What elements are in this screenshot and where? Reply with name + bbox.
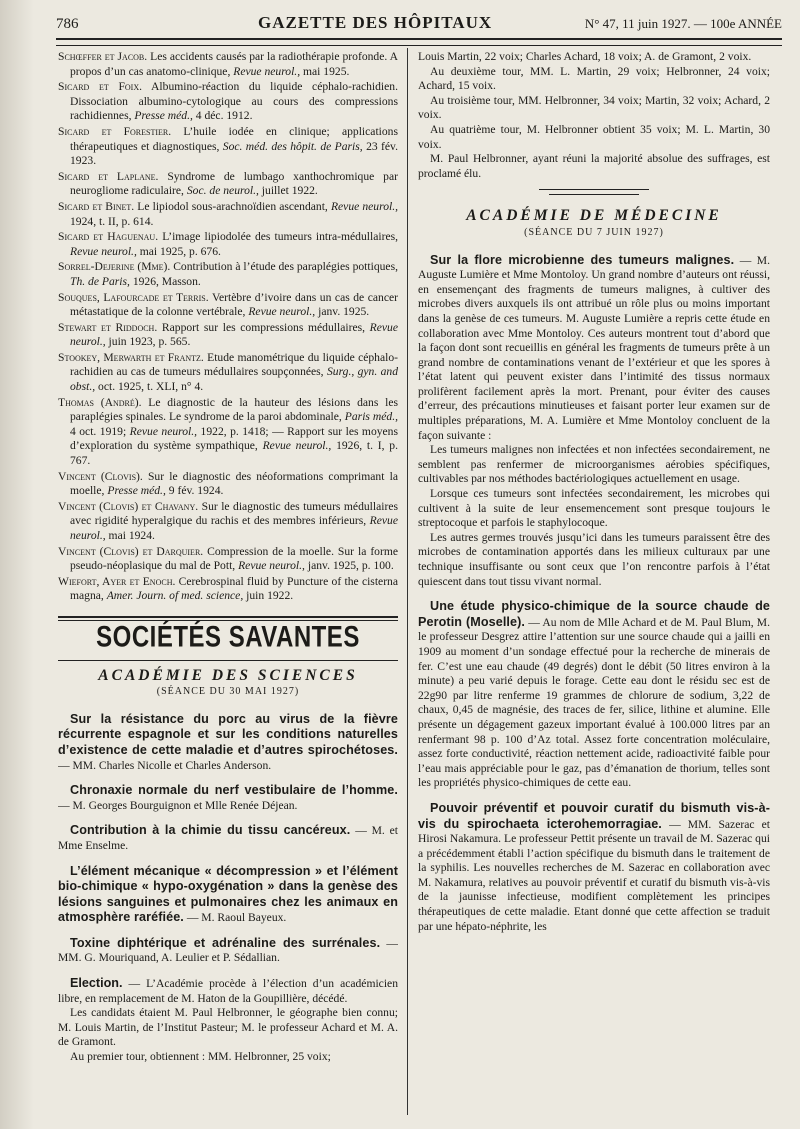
reference-authors: Vincent (Clovis). <box>58 469 143 483</box>
reference-source: Revue neurol., <box>238 559 305 573</box>
reference-source: Revue neurol., <box>248 305 316 319</box>
article-paragraph: Les autres germes trouvés jusqu’ici dans les tumeurs paraissent être des microbes de contamination apportés dans les milieux culturaux par une technique insuffisante ou sont ceux que l’on rencontre parfois à l’état quiescent dans tout tissu vivant normal. <box>418 530 770 588</box>
election-block <box>58 976 398 1065</box>
reference-source: Soc. méd. des hôpit. de Paris, <box>222 139 363 153</box>
reference-entry <box>58 125 398 169</box>
reference-details: janv. 1925. <box>318 305 370 319</box>
seance-date: (SÉANCE DU 30 MAI 1927) <box>156 686 300 698</box>
page-header <box>56 10 782 38</box>
election-text: — L’Académie procède à l’élection d’un académicien libre, en remplacement de M. Haton de la Goupillière, décédé. <box>58 977 398 1005</box>
reference-authors: Vincent (Clovis) et Darquier. <box>58 544 204 558</box>
header-rule <box>56 38 782 46</box>
article-paragraph: Les tumeurs malignes non infectées et non infectées secondairement, ne semblent pas renfermer de microorganismes aérobies spécifiques, cultivables par nos méthodes bactériologiques actuellement en usage. <box>418 443 770 486</box>
reference-title: Sur le diagnostic des tumeurs médullaires avec rigidité hyperalgique du rachis et des membres inférieurs, <box>70 499 398 528</box>
communication-title: Contribution à la chimie du tissu cancéreux. <box>70 823 351 838</box>
reference-title: Contribution à l’étude des paraplégies pottiques, <box>173 260 398 274</box>
section-heading: SOCIÉTÉS SAVANTES <box>96 620 360 655</box>
reference-source: Surg., gyn. and obst., <box>70 365 398 394</box>
communication-title: Sur la résistance du porc au virus de la fièvre récurrente espagnole et sur les conditions naturelles d’existence de cette maladie et d’autres spirochétoses. <box>58 711 398 757</box>
reference-details: 1924, t. II, p. 614. <box>70 214 154 228</box>
reference-source: Th. de Paris, <box>70 274 130 288</box>
page-number: 786 <box>56 16 79 32</box>
reference-authors: Stewart et Riddoch. <box>58 320 158 334</box>
reference-title: Les accidents causés par la radiothérapie profonde. A propos d’un cas anatomo-clinique, <box>70 50 398 78</box>
vote-paragraph: Louis Martin, 22 voix; Charles Achard, 18 voix; A. de Gramont, 2 voix. <box>418 50 752 63</box>
reference-details: juin 1922. <box>246 589 294 603</box>
reference-details: mai 1924. <box>108 529 155 542</box>
communication-authors: — M. Raoul Bayeux. <box>186 911 287 925</box>
reference-title: L’image lipiodolée des tumeurs intra-médullaires, <box>162 230 398 244</box>
reference-authors: Sicard et Forestier. <box>58 124 172 138</box>
article-paragraph: Lorsque ces tumeurs sont infectées secondairement, les microbes qui cultivent à la suite de leur ensemencement sont presque toujours le streptocoque et parfois le staphylocoque. <box>418 487 770 530</box>
article-heading: Pouvoir préventif et pouvoir curatif du bismuth vis-à-vis du spirochaeta icterohemorragiae. <box>418 800 770 831</box>
article-text: — MM. Sazerac et Hirosi Nakamura. Le professeur Pettit présente un travail de M. Sazerac qui a précédemment établi l’action spécifique du bismuth dans le traitement de la syphilis. Les nouvelles recherches de M. Sazerac en collaboration avec M. Nakamura, relatives au pouvoir préventif et curatif du bismuth vis-à-vis de la jaunisse infectieuse, modifient complètement les principes thérapeutiques de cette maladie. Etant donné que cette affection se traduit par une hépato-néphrite, les <box>418 817 770 933</box>
reference-authors: Stookey, Merwarth et Frantz. <box>58 350 204 364</box>
reference-entry <box>58 230 398 259</box>
communications-list <box>58 712 398 966</box>
article-heading: Sur la flore microbienne des tumeurs malignes. <box>430 252 735 267</box>
reference-authors: Sicard et Foix. <box>58 80 143 94</box>
section-rule-under <box>58 660 398 661</box>
communication-title: Chronaxie normale du nerf vestibulaire de l’homme. <box>70 783 398 798</box>
right-column <box>418 50 770 1115</box>
reference-source: Amer. Journ. of med. science, <box>106 589 244 603</box>
reference-authors: Wiefort, Ayer et Enoch. <box>58 574 176 588</box>
reference-title: Vertèbre d’ivoire dans un cas de cancer métastatique de la colonne vertébrale, <box>70 290 398 319</box>
left-column <box>58 50 398 1115</box>
journal-title: GAZETTE DES HÔPITAUX <box>258 13 493 32</box>
reference-authors: Souques, Lafourcade et Terris. <box>58 290 209 304</box>
vote-results <box>418 50 770 181</box>
reference-authors: Sicard et Binet. <box>58 199 135 213</box>
reference-authors: Sicard et Laplane. <box>58 169 159 183</box>
reference-title: Le diagnostic de la hauteur des lésions dans les paraplégies spinales. Le syndrome de la paroi abdominale, <box>70 395 398 424</box>
article-source-perotin <box>418 599 770 791</box>
reference-title: Cerebrospinal fluid by Puncture of the cisterna magna, <box>70 574 398 603</box>
vote-paragraph: M. Paul Helbronner, ayant réuni la majorité absolue des suffrages, est proclamé élu. <box>418 152 770 180</box>
vote-paragraph: Au deuxième tour, MM. L. Martin, 29 voix; Helbronner, 24 voix; Achard, 15 voix. <box>418 64 770 93</box>
reference-title: Compression de la moelle. Sur la forme pseudo-néoplasique du mal de Pott, <box>70 544 398 573</box>
section-rule <box>58 616 398 618</box>
article-bismuth <box>418 801 770 934</box>
reference-details: janv. 1925, p. 100. <box>307 559 394 573</box>
communication-title: L’élément mécanique « décompression » et l’élément bio-chimique « hypo-oxygénation » dans la genèse des lésions sanguines et pulmonaires chez les animaux en atmosphère raréfiée. <box>58 863 398 925</box>
reference-title: L’huile iodée en clinique; applications thérapeutiques et diagnostiques, <box>70 124 398 153</box>
communication-item <box>58 712 398 773</box>
academie-medecine-title: ACADÉMIE DE MÉDECINE <box>466 207 722 225</box>
reference-authors: Vincent (Clovis) et Chavany. <box>58 499 199 513</box>
reference-entry <box>58 500 398 544</box>
reference-entry <box>58 50 398 79</box>
communication-authors: — MM. Charles Nicolle et Charles Anderson. <box>58 758 272 772</box>
issue-info: N° 47, 11 juin 1927. — 100e ANNÉE <box>584 16 782 31</box>
reference-source: Revue neurol., <box>233 64 301 78</box>
reference-authors: Sorrel-Dejerine (Mme). <box>58 260 171 274</box>
academie-sciences-title: ACADÉMIE DES SCIENCES <box>98 666 358 684</box>
reference-entry <box>58 470 398 499</box>
reference-entry <box>58 80 398 124</box>
reference-entry <box>58 291 398 320</box>
reference-source: Revue neurol., <box>70 514 398 542</box>
communication-item <box>58 823 398 853</box>
communication-authors: — MM. G. Mouriquand, A. Leulier et P. Sédallian. <box>58 936 398 965</box>
reference-title: Le lipiodol sous-arachnoïdien ascendant, <box>137 199 328 213</box>
reference-entry <box>58 321 398 350</box>
short-rule-2 <box>549 194 639 195</box>
reference-details: juin 1923, p. 565. <box>108 335 191 349</box>
reference-entry <box>58 575 398 604</box>
reference-details: 1922, p. 1418; — Rapport sur les moyens d’exploration du système sympathique, <box>70 424 398 453</box>
election-candidates: Les candidats étaient M. Paul Helbronner, le géographe bien connu; M. Louis Martin, de l’Institut Pasteur; M. le professeur Achard et M. A. de Gramont. <box>58 1006 398 1049</box>
reference-details: mai 1925, p. 676. <box>139 244 221 258</box>
reference-details: 1926, Masson. <box>132 274 201 288</box>
reference-source: Presse méd., <box>134 109 193 123</box>
reference-source: Presse méd., <box>107 484 166 498</box>
reference-details: juillet 1922. <box>261 184 318 198</box>
reference-source: Revue neurol., <box>330 199 398 213</box>
reference-details: 4 déc. 1912. <box>195 109 253 123</box>
vote-paragraph: Au quatrième tour, M. Helbronner obtient 35 voix; M. L. Martin, 30 voix. <box>418 122 770 151</box>
article-text: — M. Auguste Lumière et Mme Montoloy. Un grand nombre d’auteurs ont réussi, en ensemençant des fragments de tumeurs malignes, à cultiver des microbes divers auxquels ils ont attribué un rôle plus ou moins important dans la genèse de ces tumeurs. M. Auguste Lumière a repris cette étude en collaboration avec Mme Montoloy. Ces auteurs montrent tout d’abord que la façon dont sont recueillis en général les fragments de tumeurs prête à un grand nombre de contaminations venant de l’extérieur et que les spores à l’état latent qui peuvent exister dans l’intimité des tissus normaux prolifèrent facilement après la mort. Prenant, pour éviter des causes d’erreur, des précautions minutieuses et faisant porter leur examen sur de multiples préparations, M. A. Lumière et Mme Montoloy concluent de la façon suivante : <box>418 253 770 442</box>
seance-date-medecine: (SÉANCE DU 7 JUIN 1927) <box>524 226 664 238</box>
reference-title: Albumino-réaction du liquide céphalo-rachidien. Dissociation albumino-cytologique au cours des compressions rachidiennes, <box>70 80 398 123</box>
short-rule <box>539 189 649 190</box>
column-divider <box>407 48 408 1115</box>
reference-details: 1926, t. I, p. 767. <box>70 439 398 468</box>
communication-item <box>58 783 398 813</box>
reference-details: 4 oct. 1919; <box>70 424 127 438</box>
article-heading: Une étude physico-chimique de la source chaude de Perotin (Moselle). <box>418 599 770 629</box>
article-text: — Au nom de Mlle Achard et de M. Paul Blum, M. le professeur Desgrez attire l’attention sur une source chaude qui a jailli en 1909 au moment d’un sondage effectué pour la recherche de minerais de fer. C’est une eau chaude (49 degrés) dont le débit (50 litres environ à la minute) a peu varié depuis le forage. Cette eau dont le résidu sec est de 22g90 par litre renferme 19 grammes de chlorure de sodium, 3,22 de chaux, 0,45 de magnésie, des traces de fer, silice, lithine et alumine. Elle présente un dégagement gazeux important évalué à 100.000 litres par an renfermant 98 p. 100 d’Az total. Assez forte concentration moléculaire, assez forte conductivité, réaction nettement acide, radioactivité faible pour l’eau mais appréciable pour le gaz, pas d’émanation de thorium, telles sont les propriétés physico-chimiques de cette eau. <box>418 615 770 790</box>
reference-entry <box>58 260 398 289</box>
article-flore-microbienne <box>418 253 770 590</box>
reference-source: Revue neurol., <box>129 424 198 438</box>
reference-authors: Thomas (André). <box>58 395 142 409</box>
reference-details: 9 fév. 1924. <box>168 484 224 498</box>
reference-entry <box>58 396 398 469</box>
reference-details: 23 fév. 1923. <box>70 139 398 168</box>
communication-item <box>58 864 398 926</box>
reference-title: Syndrome de lumbago xanthochromique par neurogliome radiculaire, <box>70 169 398 198</box>
reference-details: oct. 1925, t. XLI, n° 4. <box>98 380 204 394</box>
reference-title: Etude manométrique du liquide céphalo-rachidien au cas de tumeurs médullaires soupçonnées, <box>70 350 398 379</box>
reference-source: Revue neurol., <box>70 244 137 258</box>
reference-details: mai 1925. <box>303 64 350 78</box>
communication-authors: — M. Georges Bourguignon et Mlle Renée Déjean. <box>58 798 298 812</box>
election-heading: Election. <box>70 976 123 991</box>
communication-authors: — M. et Mme Enselme. <box>58 824 398 852</box>
bibliography <box>58 50 398 604</box>
vote-paragraph: Au troisième tour, MM. Helbronner, 34 voix; Martin, 32 voix; Achard, 2 voix. <box>418 93 770 122</box>
reference-source: Paris méd., <box>344 410 398 424</box>
election-first-round: Au premier tour, obtiennent : MM. Helbronner, 25 voix; <box>70 1050 331 1064</box>
communication-title: Toxine diphtérique et adrénaline des surrénales. <box>70 935 381 950</box>
communication-item <box>58 936 398 966</box>
reference-entry <box>58 545 398 574</box>
reference-source: Soc. de neurol., <box>186 184 259 198</box>
reference-authors: Sicard et Haguenau. <box>58 230 159 244</box>
reference-title: Sur le diagnostic des néoformations comprimant la moelle, <box>70 469 398 498</box>
reference-source: Revue neurol., <box>262 439 332 453</box>
reference-authors: Schœffer et Jacob. <box>58 50 148 63</box>
reference-entry <box>58 200 398 229</box>
reference-entry <box>58 170 398 199</box>
reference-entry <box>58 351 398 395</box>
reference-source: Revue neurol., <box>70 320 398 349</box>
reference-title: Rapport sur les compressions médullaires, <box>161 320 366 334</box>
